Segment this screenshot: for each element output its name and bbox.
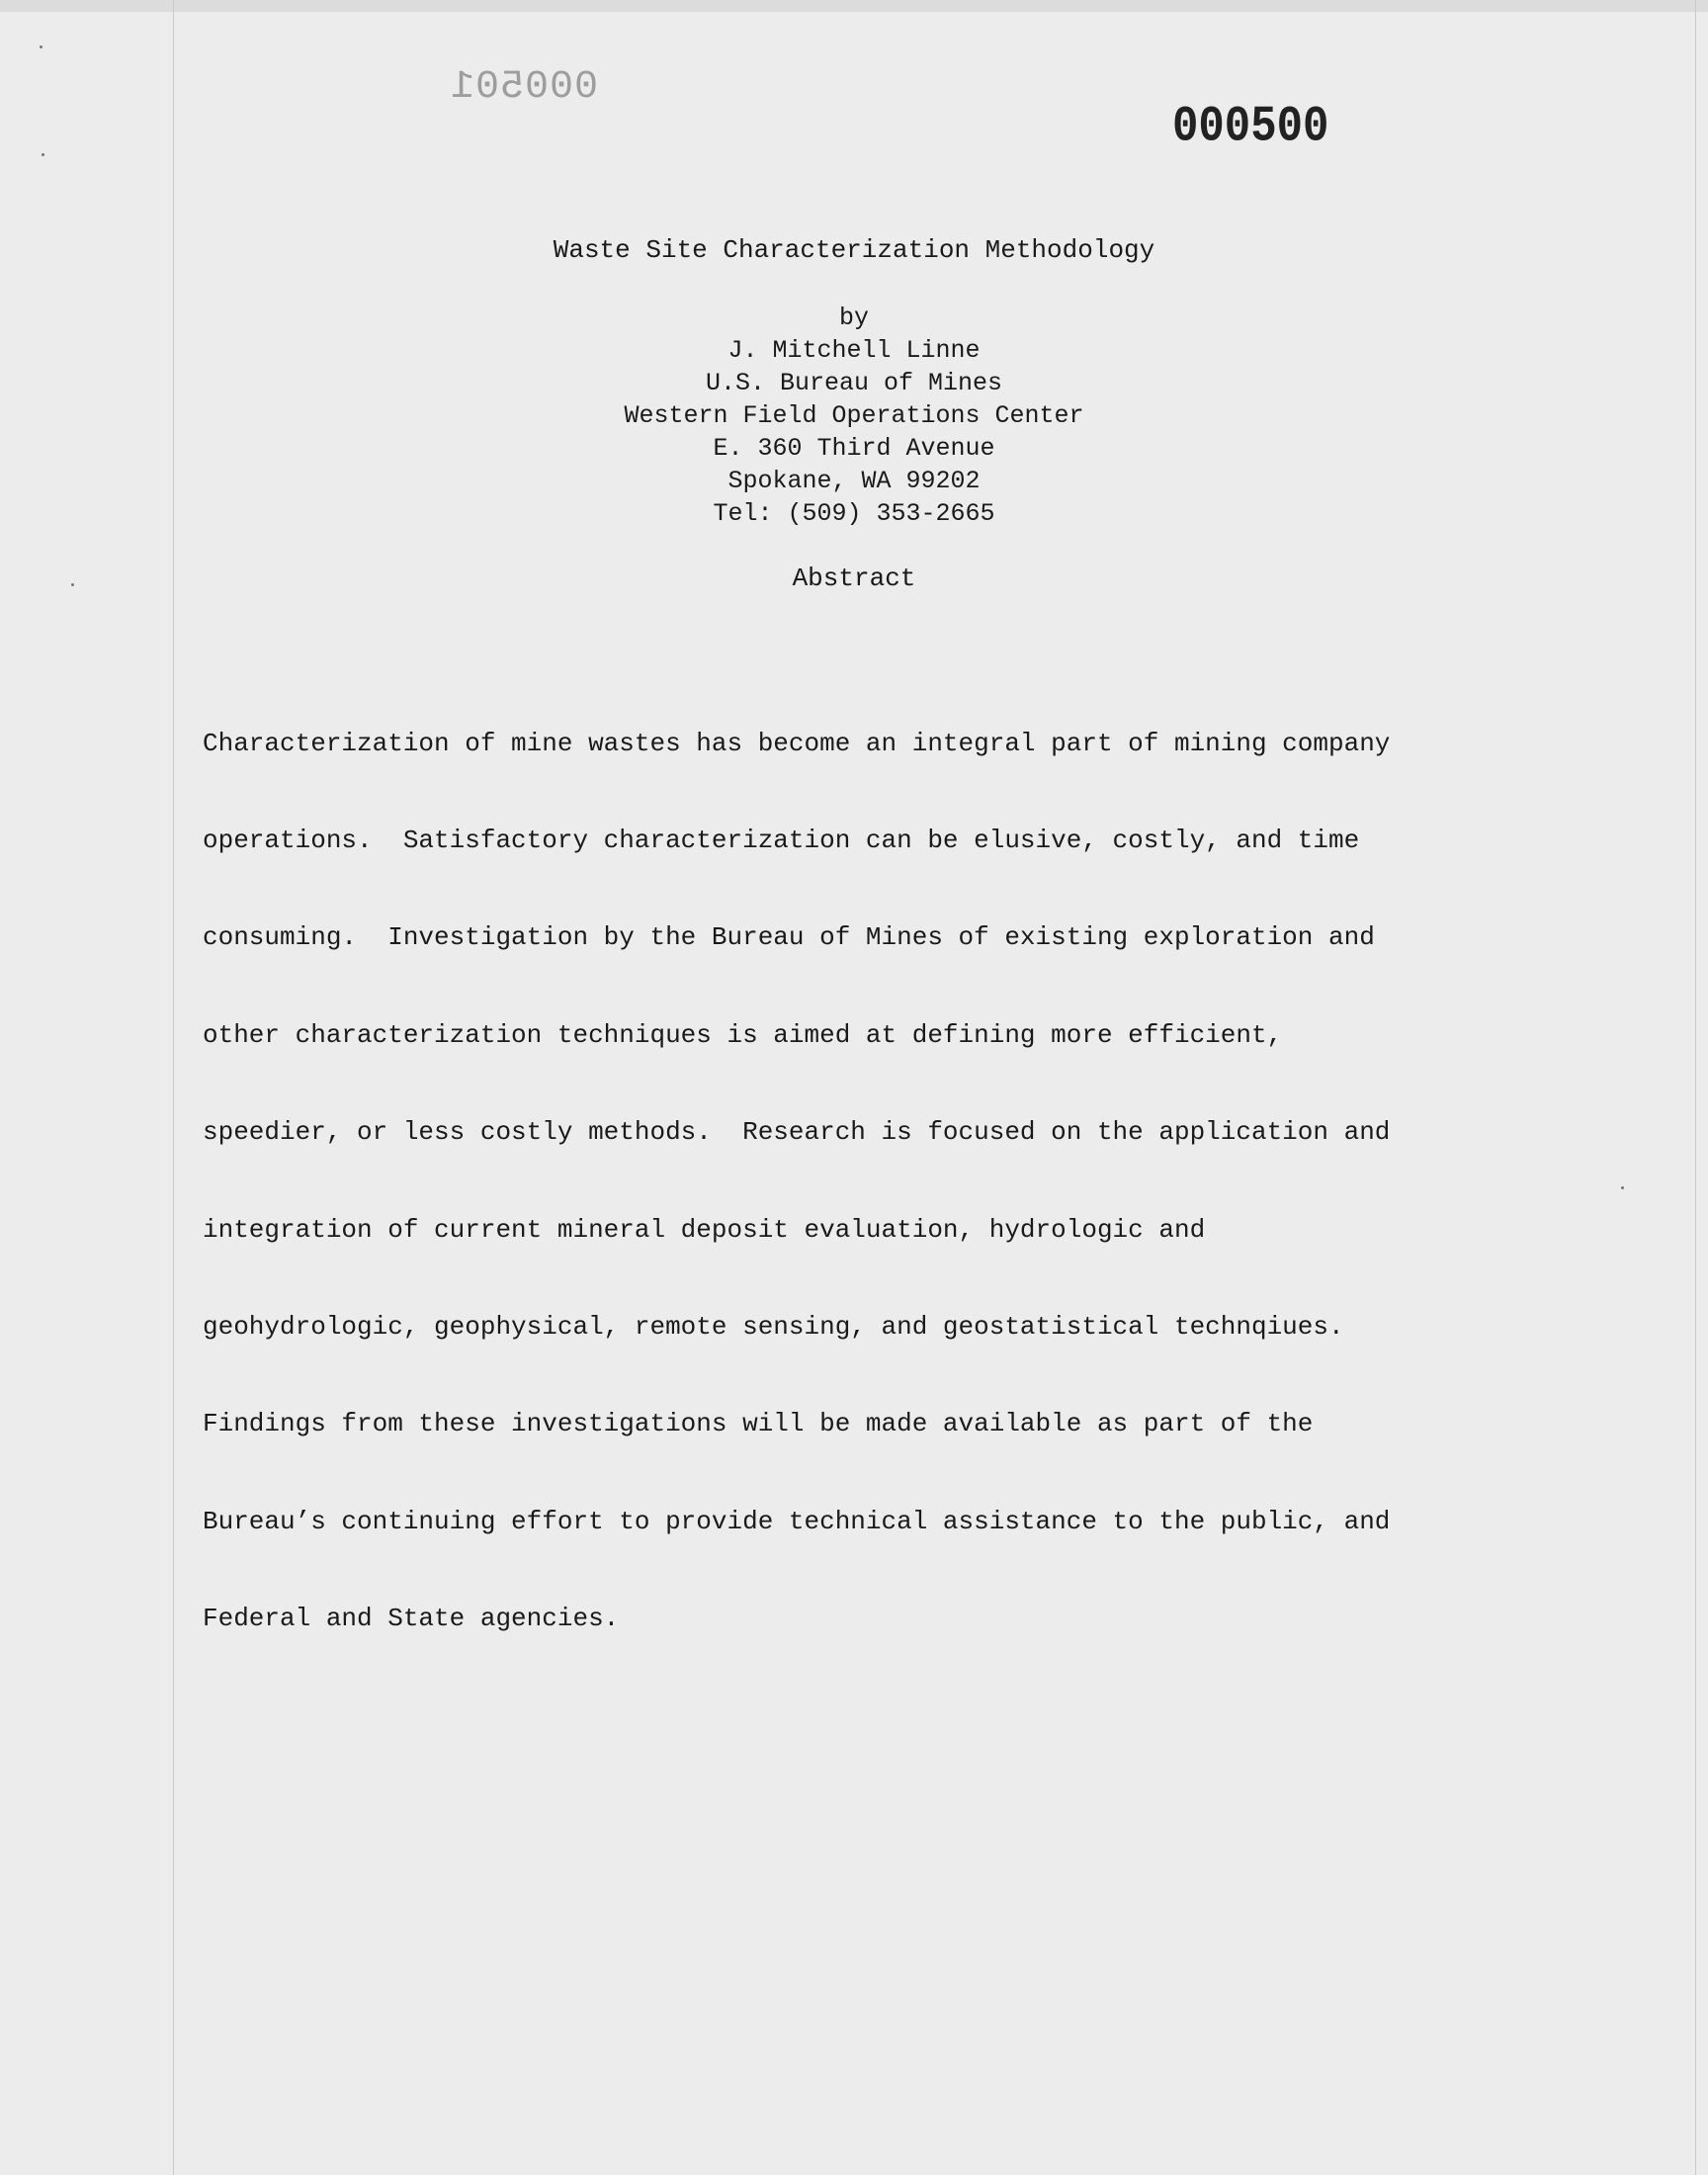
scan-speck	[1621, 1186, 1624, 1189]
document-title: Waste Site Characterization Methodology	[553, 235, 1155, 265]
byline-by: by	[838, 304, 869, 332]
author-office: Western Field Operations Center	[624, 401, 1084, 430]
author-name: J. Mitchell Linne	[727, 336, 981, 365]
abstract-line: operations. Satisfactory characterization can be elusive, costly, and time	[203, 825, 1360, 855]
scan-speck	[40, 45, 43, 48]
abstract-heading: Abstract	[792, 564, 916, 593]
page-number-stamp: 000500	[1172, 99, 1329, 156]
abstract-line: Federal and State agencies.	[203, 1604, 620, 1634]
abstract-line: Bureau’s continuing effort to provide technical assistance to the public, and	[203, 1506, 1391, 1536]
abstract-line: Characterization of mine wastes has become an integral part of mining company	[203, 728, 1391, 758]
abstract-line: integration of current mineral deposit evaluation, hydrologic and	[203, 1214, 1206, 1245]
author-block	[0, 302, 1708, 530]
author-phone: Tel: (509) 353-2665	[713, 499, 995, 528]
abstract-line: geohydrologic, geophysical, remote sensing, and geostatistical technqiues.	[203, 1311, 1344, 1342]
author-street: E. 360 Third Avenue	[713, 434, 995, 463]
author-city: Spokane, WA 99202	[727, 467, 981, 495]
abstract-line: Findings from these investigations will be made available as part of the	[203, 1409, 1314, 1439]
bleed-through-stamp: 000501	[450, 65, 599, 110]
abstract-line: consuming. Investigation by the Bureau of Mines of existing exploration and	[203, 922, 1375, 953]
scan-top-edge	[0, 0, 1708, 12]
abstract-line: other characterization techniques is aimed at defining more efficient,	[203, 1019, 1283, 1050]
abstract-line: speedier, or less costly methods. Research is focused on the application and	[203, 1117, 1391, 1148]
scan-speck	[42, 153, 44, 156]
abstract-body	[203, 662, 1507, 1700]
author-organization: U.S. Bureau of Mines	[705, 369, 1003, 397]
